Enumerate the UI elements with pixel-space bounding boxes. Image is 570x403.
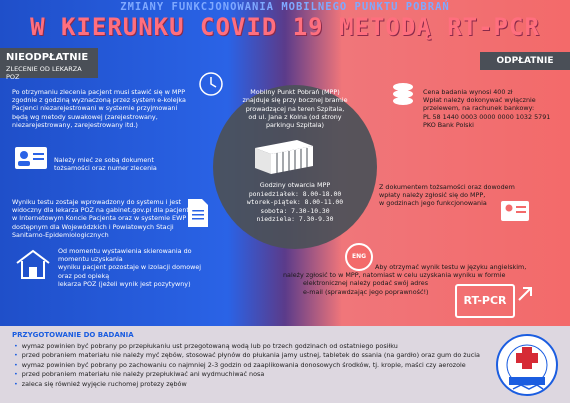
rt-pcr-badge: RT-PCR bbox=[455, 284, 515, 318]
list-item: • wymaz powinien być pobrany po zachowaniu co najmniej 2-3 godzin od zaaplikowania donosowych środków, tj. krople, maści czy aerozole bbox=[14, 361, 484, 370]
header-subtitle: ZMIANY FUNKCJONOWANIA MOBILNEGO PUNKTU POBRAŃ bbox=[120, 1, 450, 13]
right-section-2: Z dokumentem tożsamości oraz dowodem wpłaty należy zgłosić się do MPP, w godzinach jego funkcjonowania bbox=[379, 183, 515, 208]
opening-hours: poniedziałek: 8.00-18.00 wtorek-piątek: 8.00-11.00 sobota: 7.30-10.30 niedziela: 7.30-9.30 bbox=[246, 190, 344, 223]
free-subtitle: ZLECENIE OD LEKARZA POZ bbox=[6, 65, 82, 81]
coins-icon bbox=[390, 80, 416, 110]
left-section-4: Od momentu wystawienia skierowania do momentu uzyskania wyniku pacjent pozostaje w izolacji domowej oraz pod opieką lekarza POZ (jeżeli wynik jest pozytywny) bbox=[58, 247, 202, 288]
free-tab bbox=[0, 48, 98, 81]
left-section-1: Po otrzymaniu zlecenia pacjent musi stawić się w MPP zgodnie z godziną wyznaczoną przez system e-kolejka Pacjenci niezarejestrowani w systemie przyjmowani będą wg metody suwakowej (zarejestrowany, niezarejestrowany, zarejestrowany itd.) bbox=[12, 88, 186, 129]
id-card-icon-right bbox=[500, 200, 530, 222]
left-section-2: Należy mieć ze sobą dokument tożsamości oraz numer zlecenia bbox=[54, 156, 157, 173]
id-card-icon bbox=[14, 146, 48, 170]
free-title: NIEODPŁATNIE bbox=[6, 52, 89, 63]
eng-badge: ENG bbox=[345, 243, 373, 271]
send-arrow-icon bbox=[517, 286, 533, 302]
container-icon bbox=[251, 136, 317, 176]
list-item: • przed pobraniem materiału nie należy przepłukiwać ani wydmuchiwać nosa bbox=[14, 370, 484, 379]
preparation-title: PRZYGOTOWANIE DO BADANIA bbox=[12, 331, 134, 339]
preparation-section bbox=[0, 326, 570, 403]
header-title: W KIERUNKU COVID 19 METODĄ RT-PCR bbox=[30, 13, 540, 41]
list-item: • zaleca się również wyjęcie ruchomej protezy zębów bbox=[14, 380, 484, 389]
right-section-3: Aby otrzymać wynik testu w języku angielskim, należy zgłosić to w MPP, natomiast w celu uzyskania wyniku w formie elektronicznej należy podać swój adres e-mail (sprawdzając jego poprawność!) bbox=[283, 263, 527, 296]
paid-tab: ODPŁATNIE bbox=[480, 52, 570, 70]
right-section-1: Cena badania wynosi 400 zł Wpłat należy dokonywać wyłącznie przelewem, na rachunek bankowy: PL 58 1440 0003 0000 0000 1032 5791 PKO Bank Polski bbox=[423, 88, 551, 129]
list-item: • przed pobraniem materiału nie należy myć zębów, stosować płynów do płukania jamy ustnej, tabletek do ssania (na gardło) oraz gum do żucia bbox=[14, 351, 484, 360]
house-icon bbox=[14, 248, 52, 280]
hours-title: Godziny otwarcia MPP bbox=[259, 181, 331, 189]
preparation-list bbox=[14, 342, 484, 389]
location-text: Mobilny Punkt Pobrań (MPP) znajduje się przy bocznej bramie prowadzącej na teren Szpitala, od ul. Jana z Kolna (od strony parkingu Szpitala) bbox=[242, 88, 348, 130]
hospital-logo bbox=[495, 333, 559, 399]
list-item: • wymaz powinien być pobrany po przepłukaniu ust przegotowaną wodą lub po trzech godzinach od ostatniego posiłku bbox=[14, 342, 484, 351]
header-banner bbox=[0, 0, 570, 50]
left-section-3: Wyniku testu zostaje wprowadzony do systemu i jest widoczny dla lekarza POZ na gabinet.gov.pl dla pacjenta w Internetowym Koncie Pacjenta oraz w systemie EWP dostępnym dla Wojewódzkich i Powiatowych Stacji Sanitarno-Epidemiologicznych bbox=[12, 198, 193, 239]
